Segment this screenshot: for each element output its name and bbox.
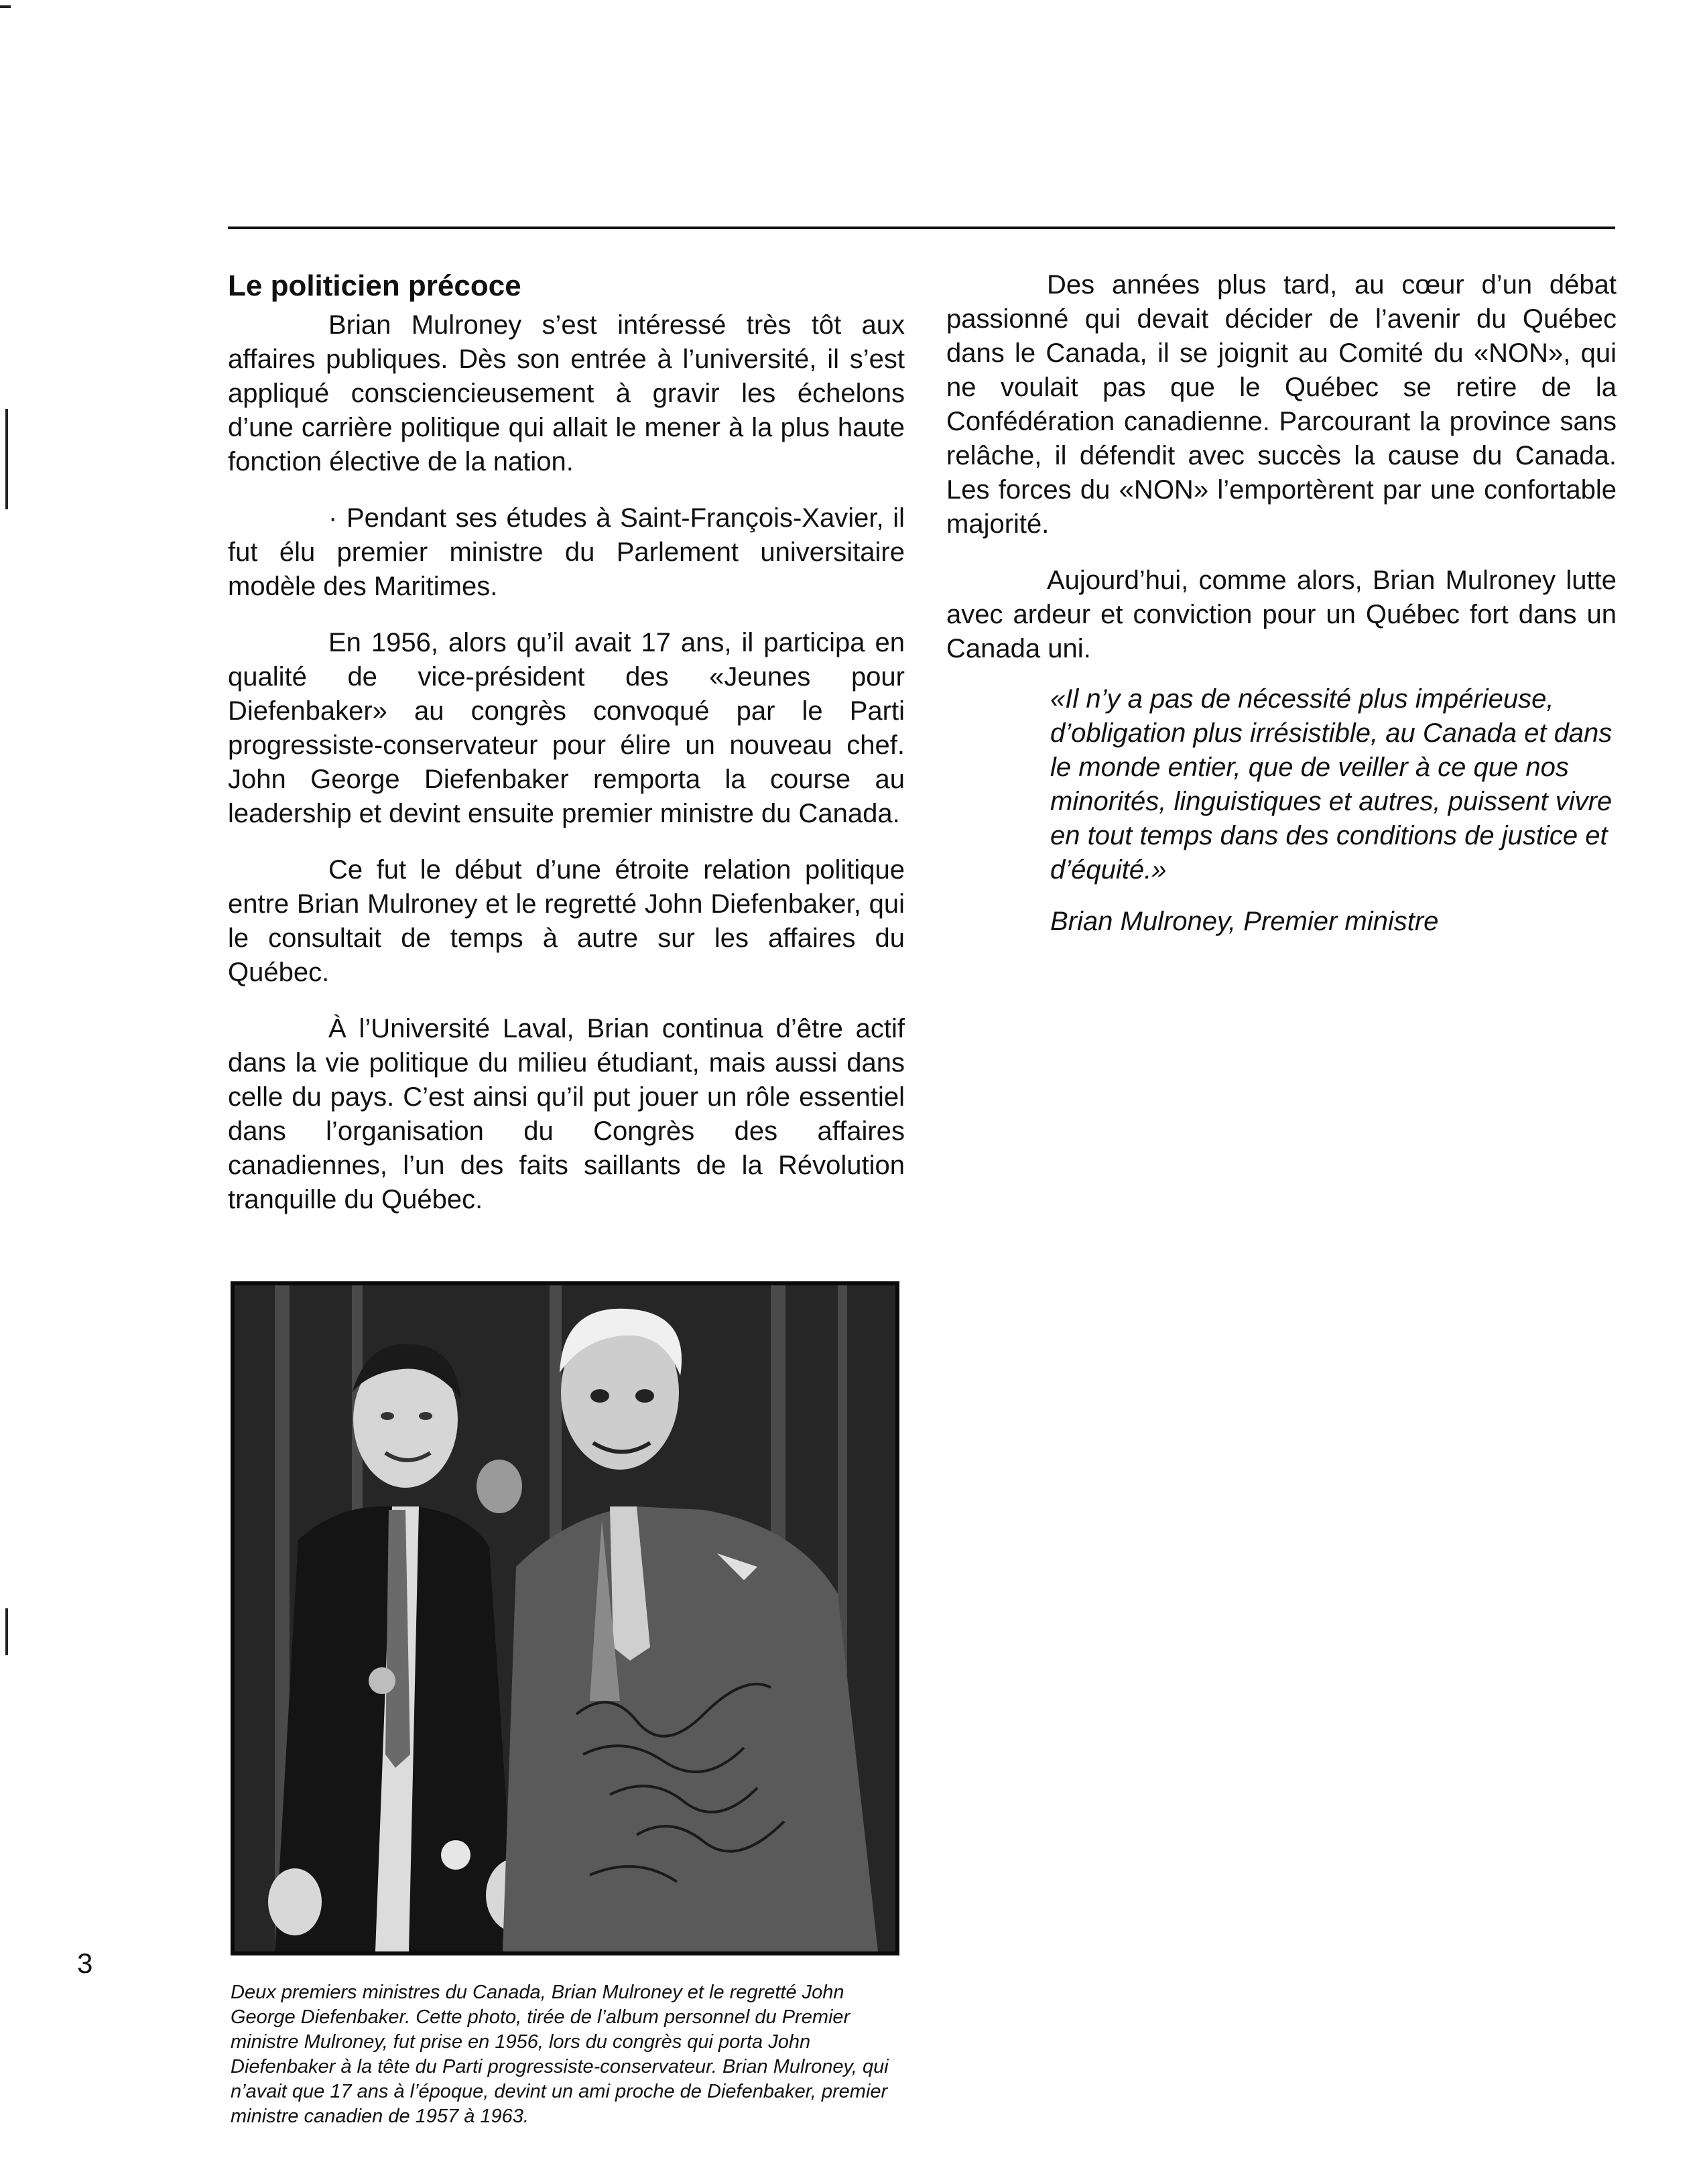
right-column [946,268,1617,939]
scan-edge-mark [5,1608,8,1655]
photo [231,1281,899,1955]
paragraph: À l’Université Laval, Brian continua d’être actif dans la vie politique du milieu étudiant, mais aussi dans celle du pays. C’est ainsi qu’il put jouer un rôle essentiel dans l’organisation du Congrès des affaires canadiennes, l’un des faits saillants de la Révolution tranquille du Québec. [228,1014,905,1214]
photo-caption: Deux premiers ministres du Canada, Brian Mulroney et le regretté John George Diefenbaker. Cette photo, tirée de l’album personnel du Premier ministre Mulroney, fut prise en 1956, lors du congrès qui porta John Diefenbaker à la tête du Parti progressiste-conservateur. Brian Mulroney, qui n’avait que 17 ans à l’époque, devint un ami proche de Diefenbaker, premier ministre canadien de 1957 à 1963. [231,1982,889,2127]
paragraph: Des années plus tard, au cœur d’un débat passionné qui devait décider de l’avenir du Québec dans le Canada, il se joignit au Comité du «NON», qui ne voulait pas que le Québec se retire de la Confédération canadienne. Parcourant la province sans relâche, il défendit avec succès la cause du Canada. Les forces du «NON» l’emportèrent par une confortable majorité. [946,270,1617,539]
top-rule [228,227,1615,229]
paragraph: En 1956, alors qu’il avait 17 ans, il participa en qualité de vice-président des «Jeunes pour Diefenbaker» au congrès convoqué par le Parti progressiste-conservateur pour élire un nouveau chef. John George Diefenbaker remporta la course au leadership et devint ensuite premier ministre du Canada. [228,628,905,828]
section-heading: Le politicien précoce [228,269,521,302]
paragraph: Ce fut le début d’une étroite relation politique entre Brian Mulroney et le regretté John Diefenbaker, qui le consultait de temps à autre sur les affaires du Québec. [228,855,905,987]
page-number: 3 [77,1947,93,1979]
scan-edge-mark [5,409,8,509]
paragraph: Aujourd’hui, comme alors, Brian Mulroney lutte avec ardeur et conviction pour un Québec fort dans un Canada uni. [946,566,1617,663]
pull-quote: «Il n’y a pas de nécessité plus impérieuse, d’obligation plus irrésistible, au Canada et dans le monde entier, que de veiller à ce que nos minorités, linguistiques et autres, puissent vivre en tout temps dans des conditions de justice et d’équité.» [1050,684,1613,885]
paragraph: Brian Mulroney s’est intéressé très tôt aux affaires publiques. Dès son entrée à l’université, il s’est appliqué consciencieusement à gravir les échelons d’une carrière politique qui allait le mener à la plus haute fonction élective de la nation. [228,310,905,476]
paragraph: · Pendant ses études à Saint-François-Xavier, il fut élu premier ministre du Parlement universitaire modèle des Maritimes. [228,503,905,601]
left-column [228,268,905,1217]
photo-illustration [235,1285,895,1951]
scan-edge-mark [0,5,11,8]
quote-attribution: Brian Mulroney, Premier ministre [1050,907,1439,936]
